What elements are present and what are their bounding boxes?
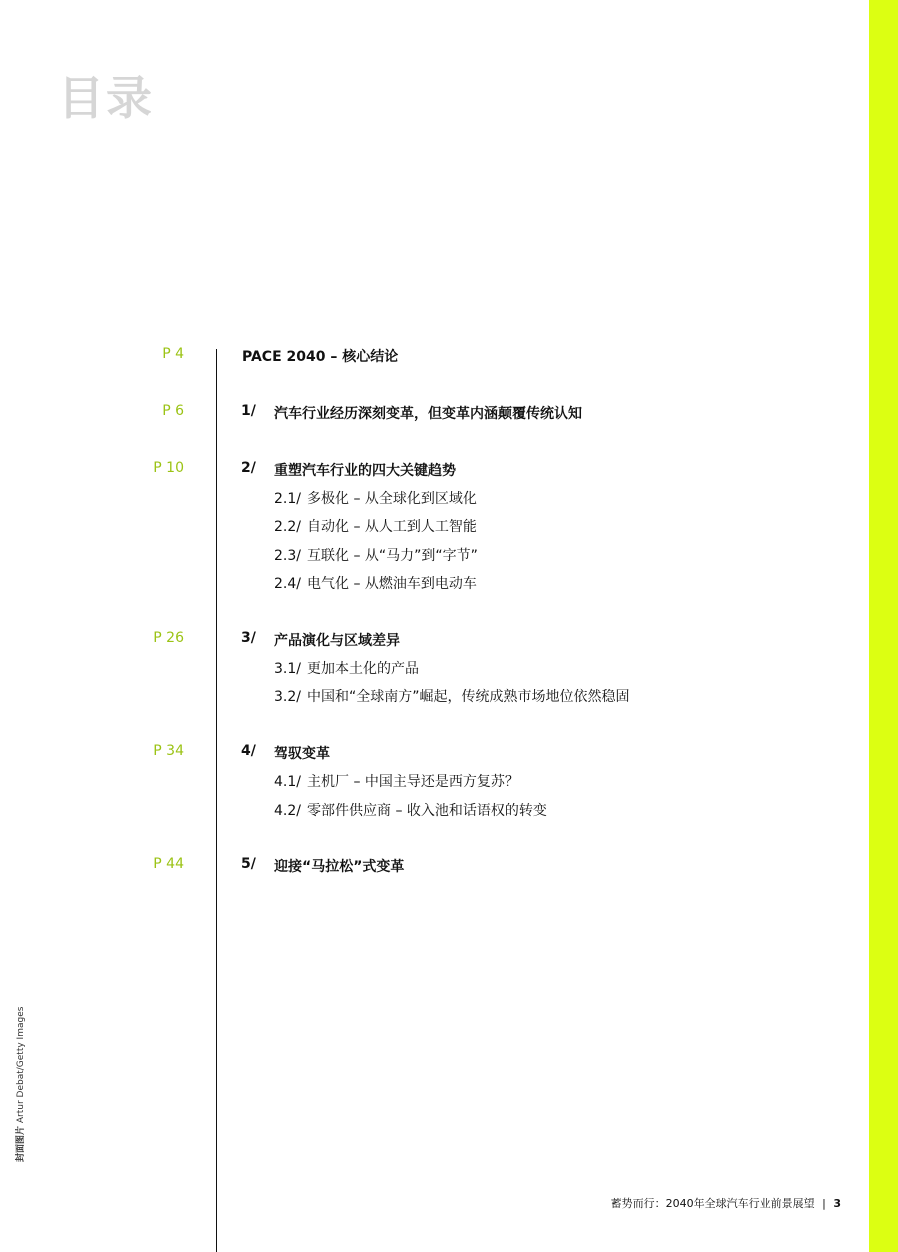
toc-section-title: 驾驭变革 [274, 746, 330, 762]
toc-page-number: P 26 [153, 630, 184, 646]
toc-subsection-number: 2.2/ [274, 519, 301, 535]
toc-section-number: 4/ [241, 743, 256, 759]
toc-subsection-title: 自动化 – 从人工到人工智能 [307, 519, 477, 535]
toc-subsection-number: 3.2/ [274, 689, 301, 705]
toc-subsection-number: 4.2/ [274, 803, 301, 819]
toc-page-number: P 4 [162, 346, 184, 362]
toc-subsection-number: 4.1/ [274, 774, 301, 790]
image-credit-text: Artur Debat/Getty Images [16, 1006, 26, 1124]
toc-section-title: PACE 2040 – 核心结论 [242, 349, 399, 365]
footer-separator: | [822, 1197, 826, 1210]
toc-subsection[interactable] [274, 545, 478, 565]
toc-subsection-title: 多极化 – 从全球化到区域化 [307, 491, 477, 507]
toc-subsection[interactable] [274, 488, 477, 508]
toc-subsection-title: 主机厂 – 中国主导还是西方复苏？ [307, 774, 519, 790]
toc-section-title: 产品演化与区域差异 [274, 633, 400, 649]
toc-page-number: P 10 [153, 460, 184, 476]
accent-bar [869, 0, 898, 1252]
toc-page-number: P 34 [153, 743, 184, 759]
toc-subsection[interactable] [274, 771, 519, 791]
toc-subsection[interactable] [274, 800, 547, 820]
toc-page-number: P 6 [162, 403, 184, 419]
toc-subsection-title: 中国和“全球南方”崛起，传统成熟市场地位依然稳固 [307, 689, 630, 705]
toc-subsection-number: 2.4/ [274, 576, 301, 592]
footer-page-number: 3 [833, 1197, 841, 1210]
toc-section-number: 3/ [241, 630, 256, 646]
toc-subsection-title: 互联化 – 从“马力”到“字节” [307, 548, 478, 564]
toc-section-number: 2/ [241, 460, 256, 476]
page-footer [611, 1195, 841, 1211]
toc-section-number: 5/ [241, 856, 256, 872]
toc-section-title: 迎接“马拉松”式变革 [274, 859, 405, 875]
toc-subsection-number: 2.3/ [274, 548, 301, 564]
toc-subsection[interactable] [274, 658, 419, 678]
image-credit-label: 封面图片 [16, 1125, 26, 1162]
toc-section-title: 汽车行业经历深刻变革，但变革内涵颠覆传统认知 [274, 406, 582, 422]
toc-subsection[interactable] [274, 573, 477, 593]
toc-subsection-title: 零部件供应商 – 收入池和话语权的转变 [307, 803, 547, 819]
toc-section-title: 重塑汽车行业的四大关键趋势 [274, 463, 456, 479]
toc-subsection-title: 电气化 – 从燃油车到电动车 [307, 576, 477, 592]
toc-subsection-title: 更加本土化的产品 [307, 661, 419, 677]
toc-section-number: 1/ [241, 403, 256, 419]
page-title: 目录 [58, 71, 154, 125]
toc-subsection-number: 3.1/ [274, 661, 301, 677]
toc-subsection[interactable] [274, 686, 630, 706]
image-credit [13, 1007, 26, 1162]
toc-subsection[interactable] [274, 516, 477, 536]
footer-report-title: 蓄势而行：2040年全球汽车行业前景展望 [610, 1197, 815, 1210]
toc-subsection-number: 2.1/ [274, 491, 301, 507]
toc-page-number: P 44 [153, 856, 184, 872]
